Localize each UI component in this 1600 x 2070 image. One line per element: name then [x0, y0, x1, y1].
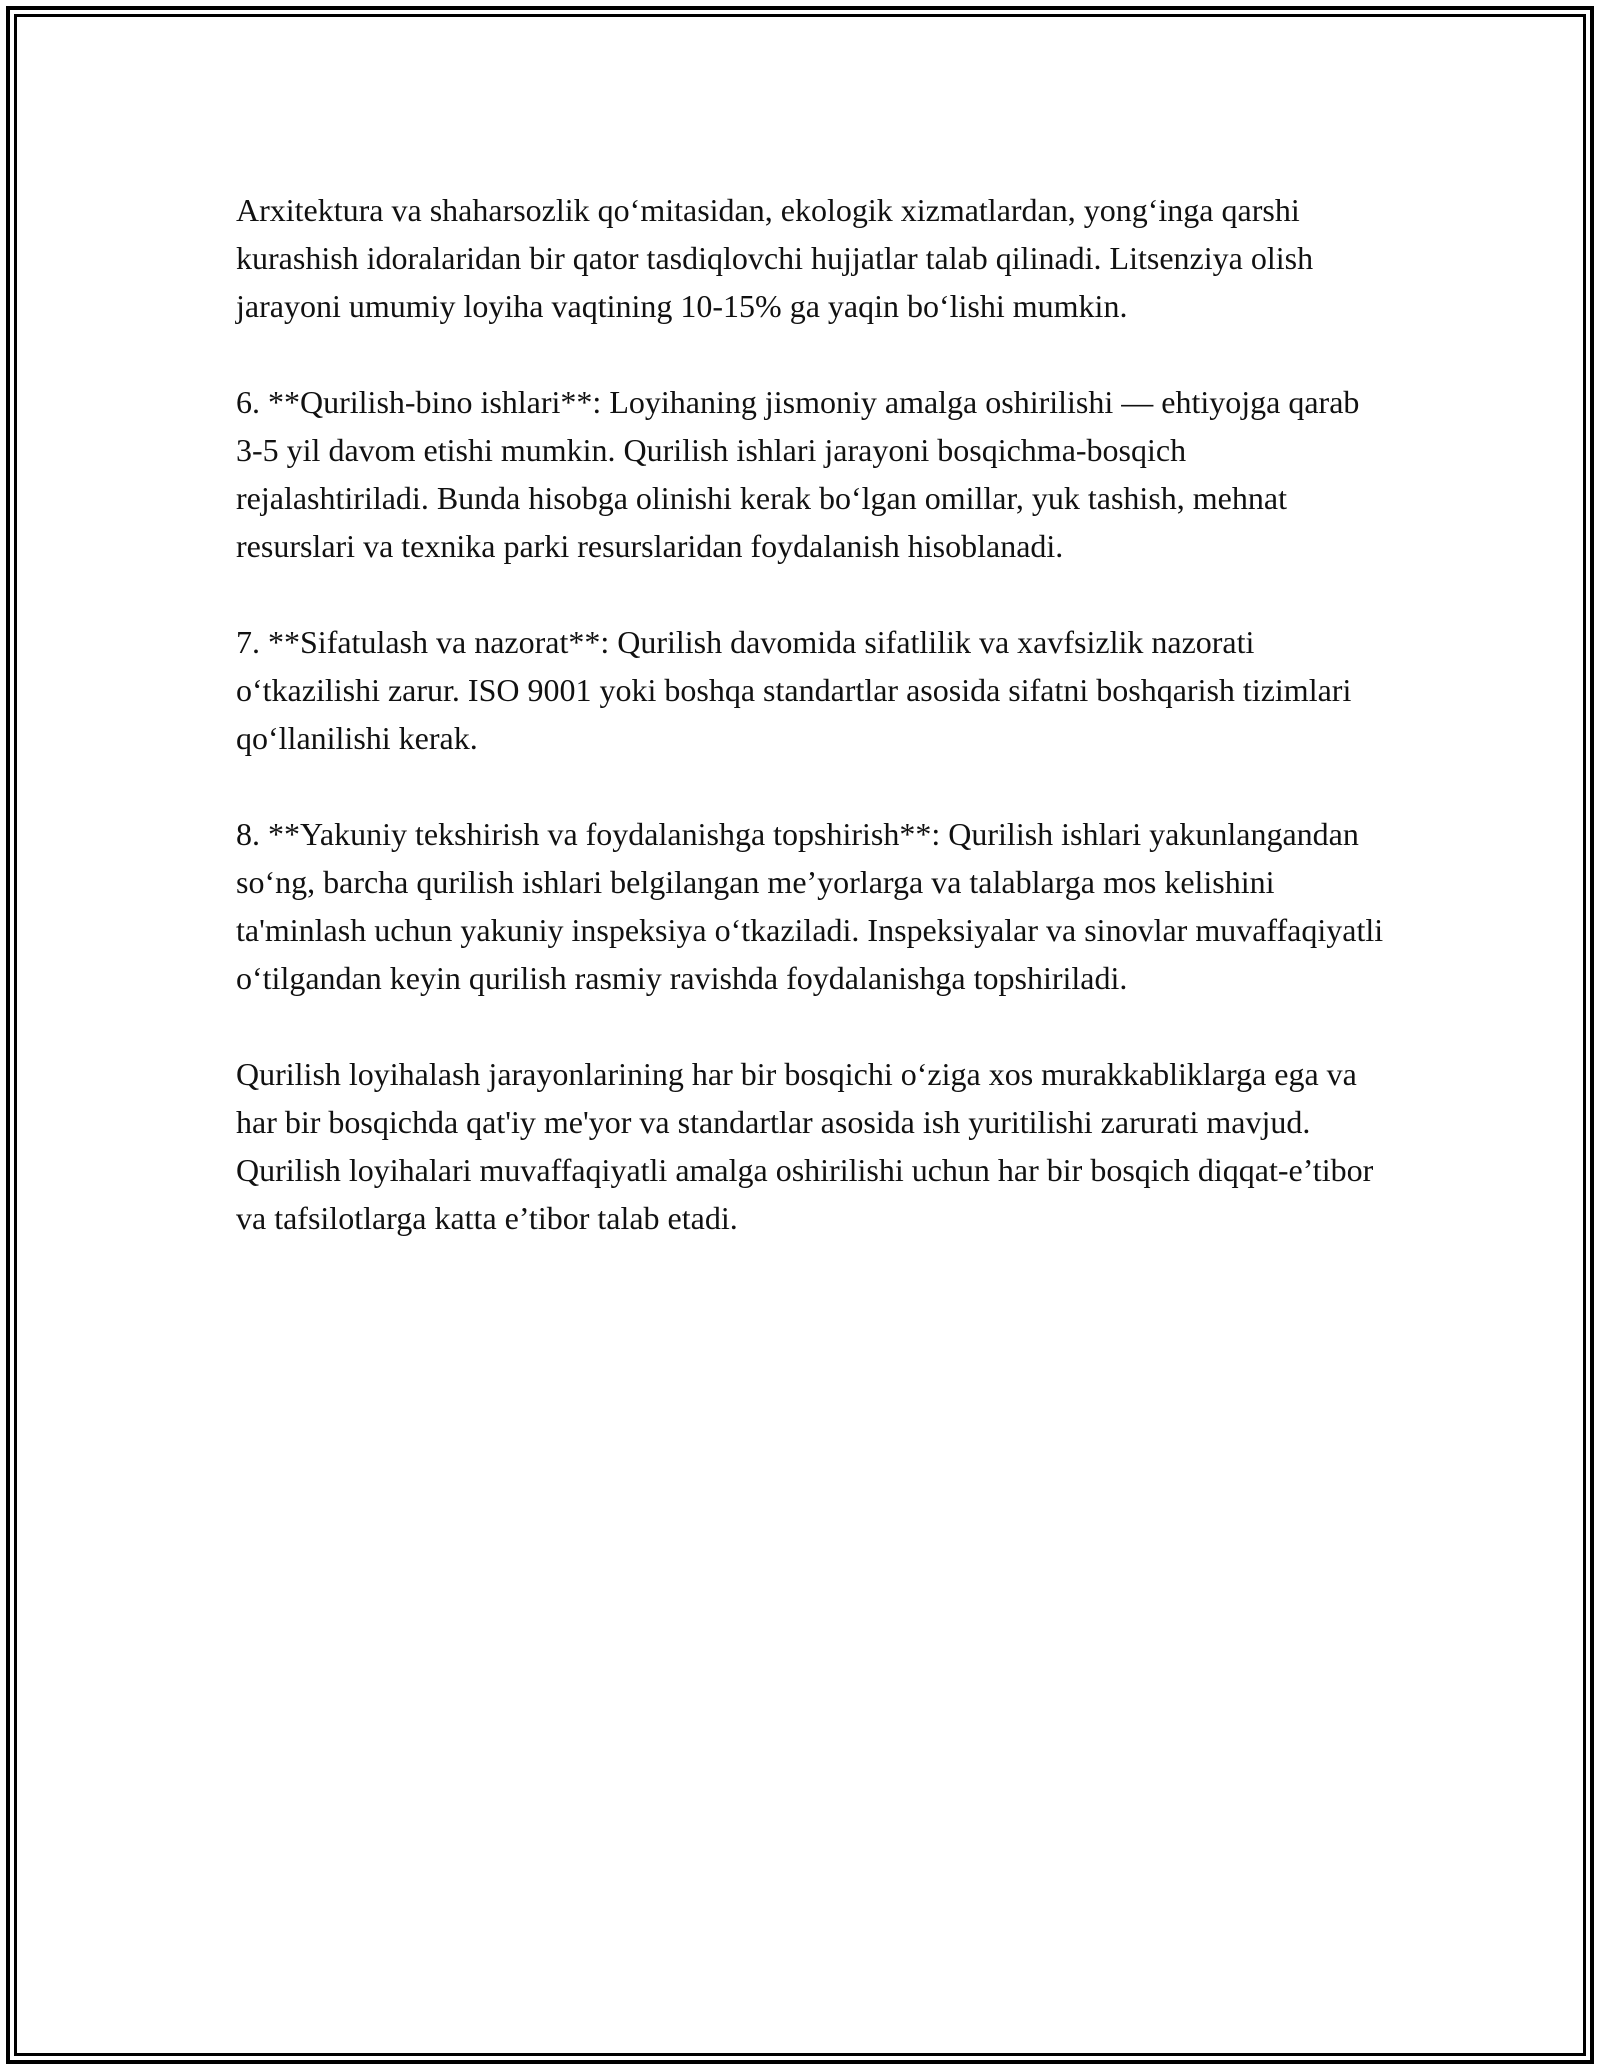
- paragraph-quality-control: 7. **Sifatulash va nazorat**: Qurilish davomida sifatlilik va xavfsizlik nazorati o‘tkazilishi zarur. ISO 9001 yoki boshqa standartlar asosida sifatni boshqarish tizimlari qo‘llanilishi kerak.: [236, 624, 1352, 756]
- paragraph-final-inspection: 8. **Yakuniy tekshirish va foydalanishga topshirish**: Qurilish ishlari yakunlangandan so‘ng, barcha qurilish ishlari belgilangan me’yorlarga va talablarga mos kelishini ta'minlash uchun yakuniy inspeksiya o‘tkaziladi. Inspeksiyalar va sinovlar muvaffaqiyatli o‘tilgandan keyin qurilish rasmiy ravishda foydalanishga topshiriladi.: [236, 816, 1384, 996]
- paragraph-conclusion: Qurilish loyihalash jarayonlarining har bir bosqichi o‘ziga xos murakkabliklarga ega va har bir bosqichda qat'iy me'yor va standartlar asosida ish yuritilishi zarurati mavjud. Qurilish loyihalari muvaffaqiyatli amalga oshirilishi uchun har bir bosqich diqqat-e’tibor va tafsilotlarga katta e’tibor talab etadi.: [236, 1056, 1374, 1236]
- paragraph-construction-works: 6. **Qurilish-bino ishlari**: Loyihaning jismoniy amalga oshirilishi — ehtiyojga qarab 3-5 yil davom etishi mumkin. Qurilish ishlari jarayoni bosqichma-bosqich rejalashtiriladi. Bunda hisobga olinishi kerak bo‘lgan omillar, yuk tashish, mehnat resurslari va texnika parki resurslaridan foydalanish hisoblanadi.: [236, 384, 1360, 564]
- document-body: [236, 186, 1386, 1242]
- paragraph-approvals: Arxitektura va shaharsozlik qo‘mitasidan, ekologik xizmatlardan, yong‘inga qarshi kurashish idoralaridan bir qator tasdiqlovchi hujjatlar talab qilinadi. Litsenziya olish jarayoni umumiy loyiha vaqtining 10-15% ga yaqin bo‘lishi mumkin.: [236, 192, 1314, 324]
